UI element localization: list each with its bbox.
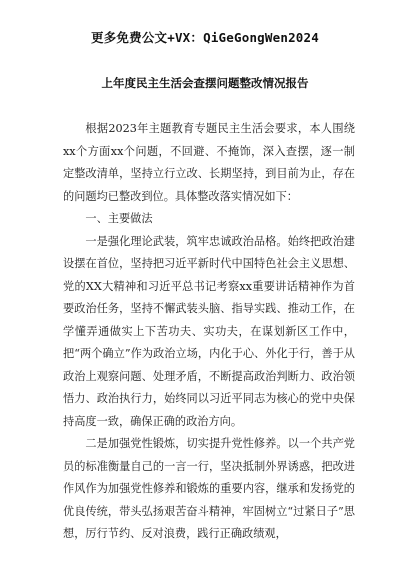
section-heading-main-practices: 一、主要做法 [85, 212, 153, 225]
paragraph-theory-armament: 一是强化理论武装，筑牢忠诚政治品格。始终把政治建设摆在首位，坚持把习近平新时代中国特色社会主义思想、党的XX大精神和习近平总书记考察xx重要讲话精神作为首要政治任务，坚持不懈武装头脑、指导实践、推动工作，在学懂弄通做实上下苦功夫、实功夫，在谋划新区工作中，把“两个确立”作为政治立场，内化于心、外化于行，善于从政治上观察问题、处理矛盾，不断提高政治判断力、政治领悟力、政治执行力，始终同以习近平同志为核心的党中央保持高度一致，确保正确的政治方向。 [63, 234, 355, 428]
paragraph-party-spirit: 二是加强党性锻炼，切实提升党性修养。以一个共产党员的标准衡量自己的一言一行，坚决抵制外界诱惑，把改进作风作为加强党性修养和锻炼的重要内容，继承和发扬党的优良传统，带头弘扬艰苦奋斗精神，牢固树立“过紧日子”思想，厉行节约、反对浪费，践行正确政绩观， [63, 437, 355, 540]
promo-header: 更多免费公文+VX：QiGeGongWen2024 [91, 30, 319, 45]
document-title: 上年度民主生活会查摆问题整改情况报告 [101, 76, 309, 90]
intro-paragraph: 根据2023年主题教育专题民主生活会要求，本人围绕xx个方面xx个问题，不回避、不掩饰，深入查摆，逐一制定整改清单，坚持立行立改、长期坚持，到目前为止，存在的问题均已整改到位。具体整改落实情况如下： [63, 122, 355, 203]
document-body [63, 118, 355, 546]
